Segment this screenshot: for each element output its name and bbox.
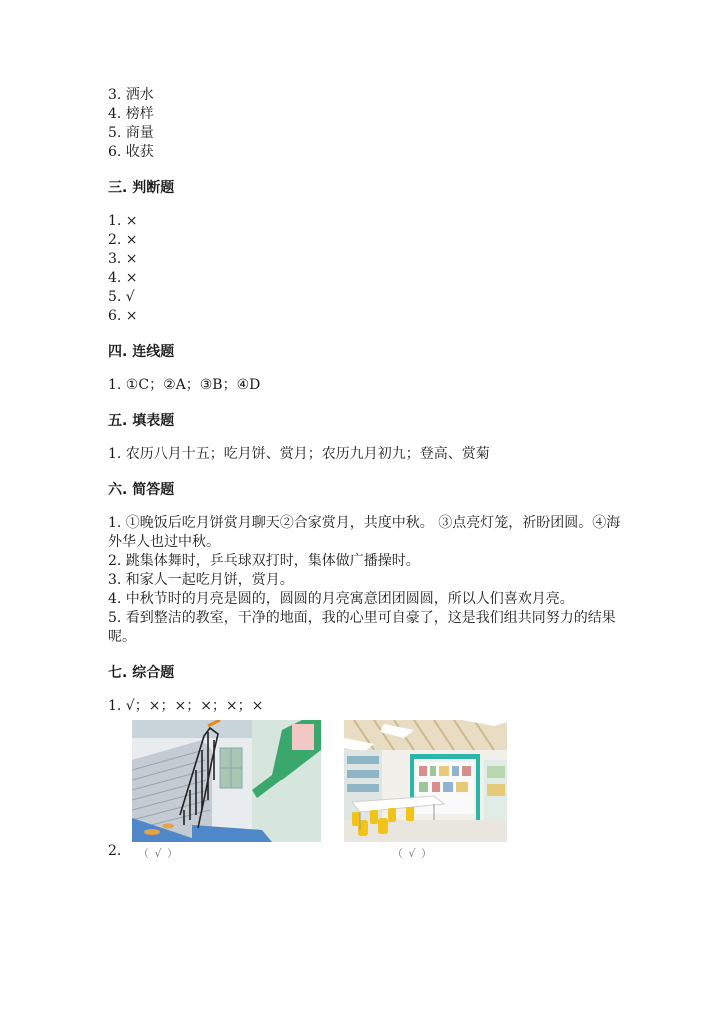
answer-line: 4. 榜样 <box>108 106 154 122</box>
answer-page <box>108 86 628 870</box>
section-5-heading: 五. 填表题 <box>108 413 175 429</box>
answer-line: 1. √；×；×；×；×；× <box>108 698 264 714</box>
picture-question <box>108 720 628 870</box>
answer-line: 2. × <box>108 232 138 248</box>
answer-line: 1. × <box>108 213 138 229</box>
answer-line: 4. × <box>108 270 138 286</box>
section-2-tail <box>108 86 628 162</box>
staircase-photo <box>132 720 321 842</box>
answer-line: 3. 和家人一起吃月饼，赏月。 <box>108 572 294 588</box>
section-3-heading: 三. 判断题 <box>108 180 175 196</box>
answer-line: 6. 收获 <box>108 144 154 160</box>
answer-line: 1. ①晚饭后吃月饼赏月聊天②合家赏月，共度中秋。 ③点亮灯笼，祈盼团圆。④海外华人也过中秋。 <box>108 515 621 550</box>
answer-line: 5. 商量 <box>108 125 154 141</box>
section-7-heading: 七. 综合题 <box>108 665 175 681</box>
answer-line: 3. × <box>108 251 138 267</box>
photo-caption: （ √ ） <box>392 847 434 860</box>
answer-line: 1. 农历八月十五；吃月饼、赏月；农历九月初九；登高、赏菊 <box>108 446 490 462</box>
answer-line: 3. 洒水 <box>108 87 154 103</box>
section-4-answers <box>108 376 628 395</box>
question-number: 2. <box>108 843 122 859</box>
section-3-answers <box>108 212 628 326</box>
answer-line: 4. 中秋节时的月亮是圆的，圆圆的月亮寓意团团圆圆，所以人们喜欢月亮。 <box>108 591 574 607</box>
library-photo <box>344 720 507 842</box>
answer-line: 2. 跳集体舞时，乒乓球双打时，集体做广播操时。 <box>108 553 420 569</box>
answer-line: 5. √ <box>108 289 135 305</box>
photo-caption: （ √ ） <box>138 847 180 860</box>
answer-line: 6. × <box>108 308 138 324</box>
answer-line: 1. ①C；②A；③B；④D <box>108 377 261 393</box>
section-4-heading: 四. 连线题 <box>108 344 175 360</box>
section-6-heading: 六. 简答题 <box>108 482 175 498</box>
answer-line: 5. 看到整洁的教室，干净的地面，我的心里可自豪了，这是我们组共同努力的结果呢。 <box>108 610 616 645</box>
section-6-answers <box>108 514 628 647</box>
section-5-answers <box>108 445 628 464</box>
section-7-answers <box>108 697 628 870</box>
